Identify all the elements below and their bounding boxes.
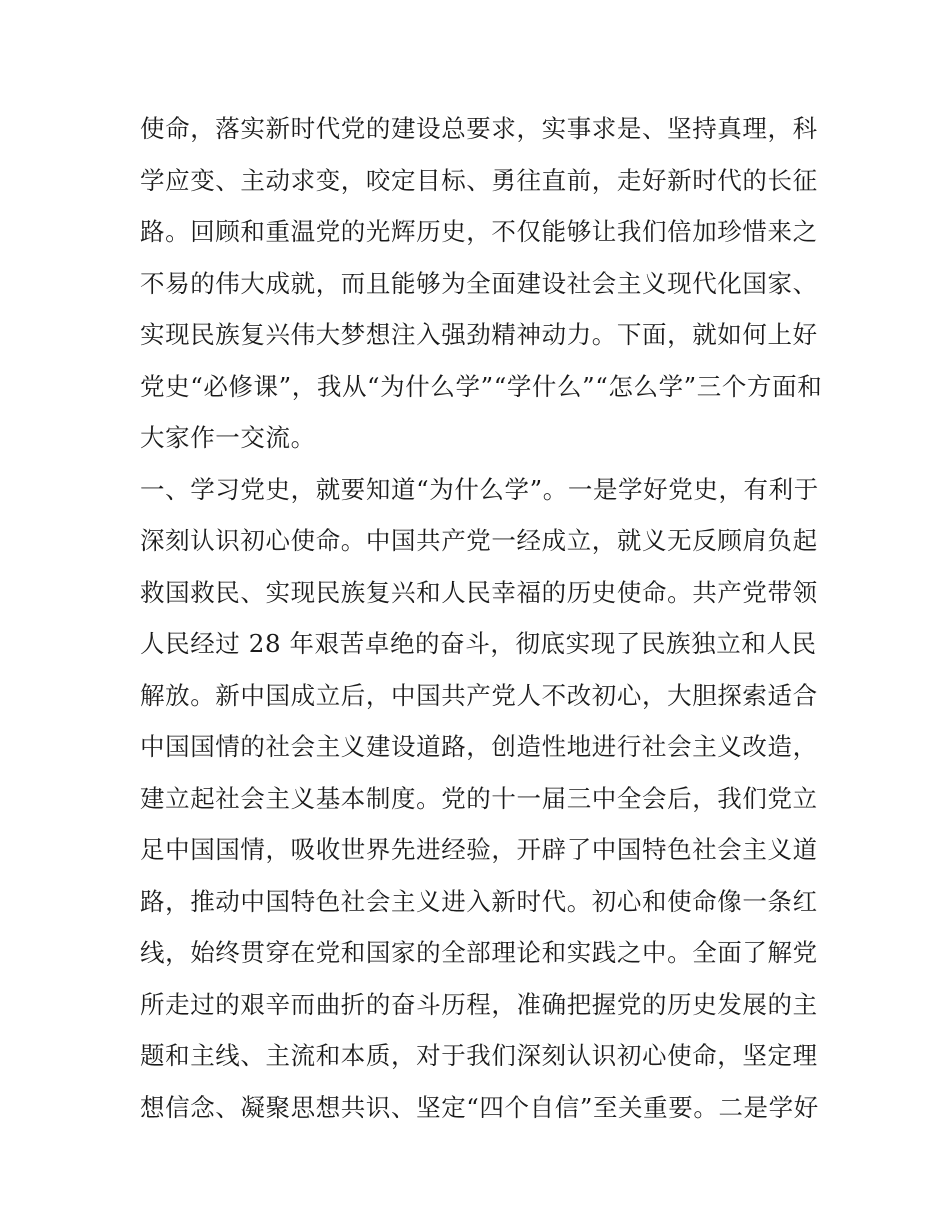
text-line: 路。回顾和重温党的光辉历史，不仅能够让我们倍加珍惜来之: [140, 217, 818, 246]
text-line: 救国救民、实现民族复兴和人民幸福的历史使命。共产党带领: [140, 577, 818, 607]
text-line: 题和主线、主流和本质，对于我们深刻认识初心使命，坚定理: [140, 1041, 818, 1070]
section-heading-line: 一、学习党史，就要知道“为什么学”。一是学好党史，有利于: [140, 474, 819, 504]
text-line: 建立起社会主义基本制度。党的十一届三中全会后，我们党立: [140, 783, 818, 813]
text-line: 人民经过 28 年艰苦卓绝的奋斗，彻底实现了民族独立和人民: [140, 629, 817, 658]
body-text: [140, 103, 823, 1133]
text-line: 线，始终贯穿在党和国家的全部理论和实践之中。全面了解党: [140, 938, 818, 967]
text-line: 实现民族复兴伟大梦想注入强劲精神动力。下面，就如何上好: [140, 320, 818, 349]
text-line: 大家作一交流。: [140, 423, 316, 452]
text-line: 足中国国情，吸收世界先进经验，开辟了中国特色社会主义道: [140, 835, 818, 864]
text-line: 想信念、凝聚思想共识、坚定“四个自信”至关重要。二是学好: [140, 1092, 819, 1122]
text-line: 中国国情的社会主义建设道路，创造性地进行社会主义改造，: [140, 732, 818, 761]
text-line: 不易的伟大成就，而且能够为全面建设社会主义现代化国家、: [140, 268, 818, 298]
text-line: 所走过的艰辛而曲折的奋斗历程，准确把握党的历史发展的主: [140, 989, 818, 1019]
text-line: 使命，落实新时代党的建设总要求，实事求是、坚持真理，科: [140, 114, 818, 143]
text-line: 解放。新中国成立后，中国共产党人不改初心，大胆探索适合: [140, 680, 818, 710]
text-line: 学应变、主动求变，咬定目标、勇往直前，走好新时代的长征: [140, 165, 818, 195]
text-line: 深刻认识初心使命。中国共产党一经成立，就义无反顾肩负起: [140, 526, 818, 555]
text-line: 党史“必修课”，我从“为什么学”“学什么”“怎么学”三个方面和: [140, 371, 823, 401]
text-line: 路，推动中国特色社会主义进入新时代。初心和使命像一条红: [140, 886, 818, 916]
